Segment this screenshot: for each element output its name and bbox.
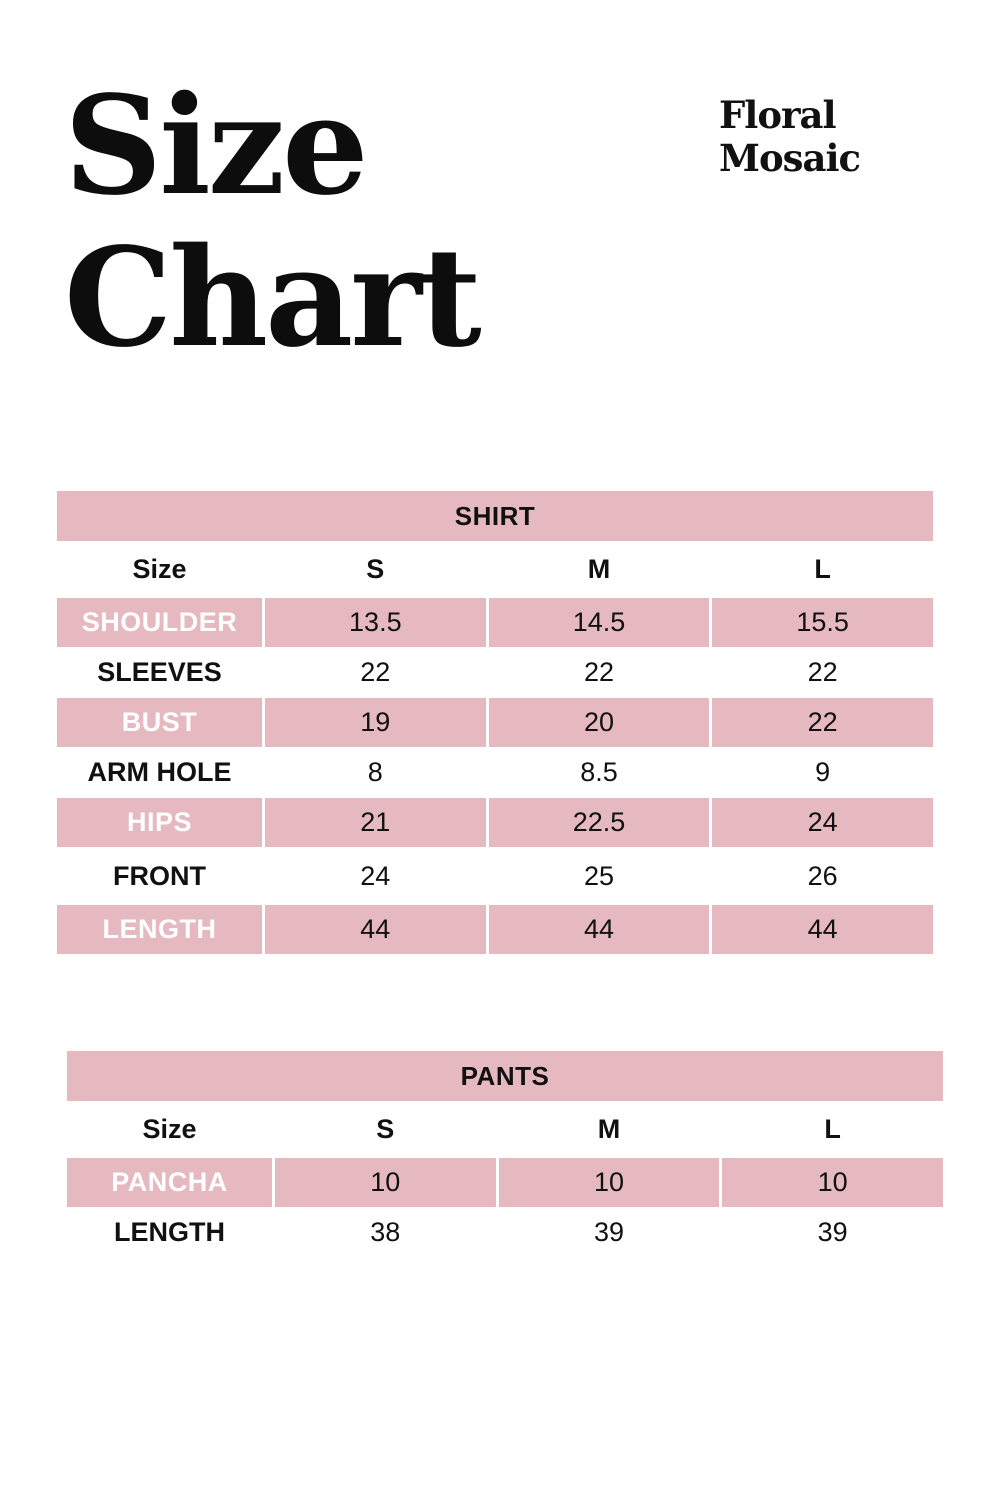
value-s: 24 — [360, 860, 391, 891]
table-row — [57, 798, 933, 847]
value-m: 14.5 — [489, 598, 710, 647]
row-label: LENGTH — [57, 905, 262, 954]
value-m: 8.5 — [580, 757, 618, 787]
row-label: HIPS — [57, 798, 262, 847]
title-line-2: Chart — [64, 218, 479, 378]
value-m: 22.5 — [489, 798, 710, 847]
row-label: PANCHA — [67, 1158, 272, 1207]
pants-col-m: M — [597, 1114, 621, 1144]
table-row — [57, 905, 933, 954]
value-l: 10 — [722, 1158, 943, 1207]
table-row — [67, 1158, 943, 1207]
brand-line-2: Mosaic — [719, 136, 861, 180]
value-s: 38 — [370, 1217, 401, 1247]
value-s: 44 — [265, 905, 486, 954]
value-s: 13.5 — [265, 598, 486, 647]
value-l: 9 — [815, 757, 831, 787]
shirt-col-m: M — [587, 554, 611, 584]
shirt-col-s: S — [366, 554, 385, 584]
row-label: FRONT — [113, 860, 206, 891]
table-row — [57, 847, 933, 905]
shirt-col-size: Size — [132, 554, 187, 584]
pants-table-header: PANTS — [67, 1051, 943, 1101]
row-label: SLEEVES — [97, 657, 222, 687]
shirt-column-headers — [57, 541, 933, 598]
pants-column-headers — [67, 1101, 943, 1158]
value-m: 39 — [593, 1217, 624, 1247]
table-row — [57, 747, 933, 798]
brand-line-1: Floral — [719, 93, 836, 137]
row-label: LENGTH — [114, 1217, 225, 1247]
value-s: 10 — [275, 1158, 496, 1207]
pants-col-size: Size — [142, 1114, 197, 1144]
shirt-size-table — [57, 491, 933, 954]
brand-logo — [719, 94, 860, 180]
value-m: 22 — [583, 657, 614, 687]
title-line-1: Size — [64, 66, 366, 226]
pants-col-l: L — [824, 1114, 841, 1144]
value-s: 21 — [265, 798, 486, 847]
row-label: ARM HOLE — [87, 757, 232, 787]
table-row — [57, 647, 933, 698]
value-m: 20 — [489, 698, 710, 747]
value-l: 24 — [712, 798, 933, 847]
value-l: 15.5 — [712, 598, 933, 647]
value-l: 44 — [712, 905, 933, 954]
value-m: 25 — [583, 860, 614, 891]
value-s: 19 — [265, 698, 486, 747]
value-m: 10 — [499, 1158, 720, 1207]
value-l: 22 — [807, 657, 838, 687]
row-label: BUST — [57, 698, 262, 747]
table-row — [57, 698, 933, 747]
value-l: 26 — [807, 860, 838, 891]
pants-size-table — [67, 1051, 943, 1258]
shirt-table-header: SHIRT — [57, 491, 933, 541]
table-row — [57, 598, 933, 647]
page-title — [64, 66, 479, 378]
row-label: SHOULDER — [57, 598, 262, 647]
value-s: 8 — [367, 757, 383, 787]
value-l: 22 — [712, 698, 933, 747]
value-m: 44 — [489, 905, 710, 954]
pants-col-s: S — [376, 1114, 395, 1144]
value-l: 39 — [817, 1217, 848, 1247]
table-row — [67, 1207, 943, 1258]
value-s: 22 — [360, 657, 391, 687]
shirt-col-l: L — [814, 554, 831, 584]
